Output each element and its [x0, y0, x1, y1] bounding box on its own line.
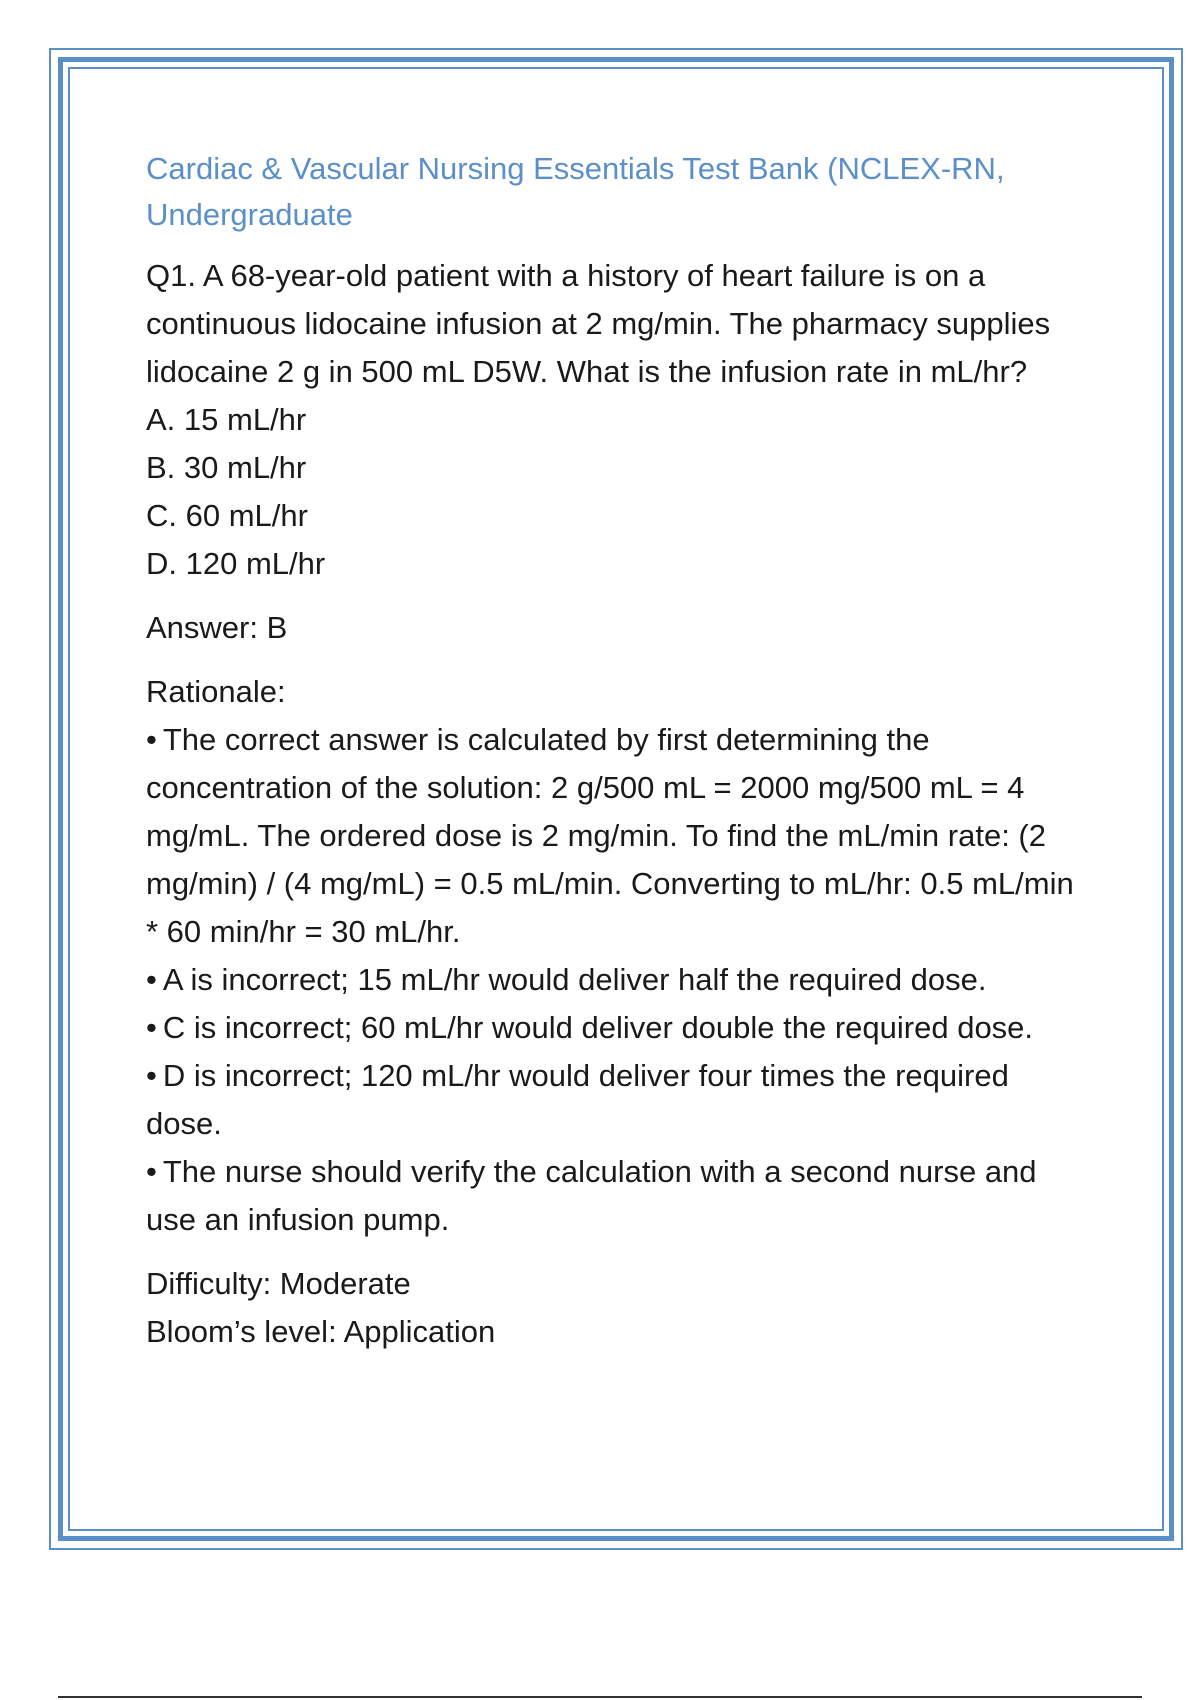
- rationale-text: C is incorrect; 60 mL/hr would deliver double the required dose.: [162, 1010, 1034, 1045]
- rationale-list: [146, 716, 1086, 1244]
- bullet-icon: •: [146, 962, 157, 997]
- rationale-bullet: [146, 1052, 1086, 1148]
- answer-options: [146, 396, 1086, 588]
- difficulty-label: Difficulty: Moderate: [146, 1266, 411, 1301]
- rationale-bullet: [146, 1004, 1086, 1052]
- rationale-bullet: [146, 716, 1086, 956]
- bullet-icon: •: [146, 1010, 157, 1045]
- option-c: C. 60 mL/hr: [146, 498, 308, 533]
- rationale-bullet: [146, 1148, 1086, 1244]
- bullet-icon: •: [146, 722, 157, 757]
- document-title: Cardiac & Vascular Nursing Essentials Test Bank (NCLEX-RN, Undergraduate: [146, 151, 1005, 232]
- bullet-icon: •: [146, 1154, 157, 1189]
- rationale-label: Rationale:: [146, 674, 286, 709]
- option-d: D. 120 mL/hr: [146, 546, 326, 581]
- rationale-text: The correct answer is calculated by first determining the concentration of the solution: 2 g/500 mL = 2000 mg/500 mL = 4 mg/mL. The ordered dose is 2 mg/min. To find the mL/min rate: (2 mg/min) / (4 mg/mL) = 0.5 mL/min. Converting to mL/hr: 0.5 mL/min * 60 min/hr = 30 mL/hr.: [146, 722, 1074, 949]
- rationale-text: The nurse should verify the calculation with a second nurse and use an infusion pump.: [146, 1154, 1037, 1237]
- bullet-icon: •: [146, 1058, 157, 1093]
- blooms-level-label: Bloom’s level: Application: [146, 1314, 496, 1349]
- rationale-text: D is incorrect; 120 mL/hr would deliver four times the required dose.: [146, 1058, 1009, 1141]
- footer-divider: [58, 1696, 1142, 1698]
- answer-key: Answer: B: [146, 610, 288, 645]
- rationale-text: A is incorrect; 15 mL/hr would deliver half the required dose.: [162, 962, 987, 997]
- question-stem: Q1. A 68-year-old patient with a history of heart failure is on a continuous lidocaine infusion at 2 mg/min. The pharmacy supplies lidocaine 2 g in 500 mL D5W. What is the infusion rate in mL/hr?: [146, 258, 1051, 389]
- option-b: B. 30 mL/hr: [146, 450, 307, 485]
- rationale-bullet: [146, 956, 1086, 1004]
- option-a: A. 15 mL/hr: [146, 402, 307, 437]
- document-content: [146, 146, 1086, 1356]
